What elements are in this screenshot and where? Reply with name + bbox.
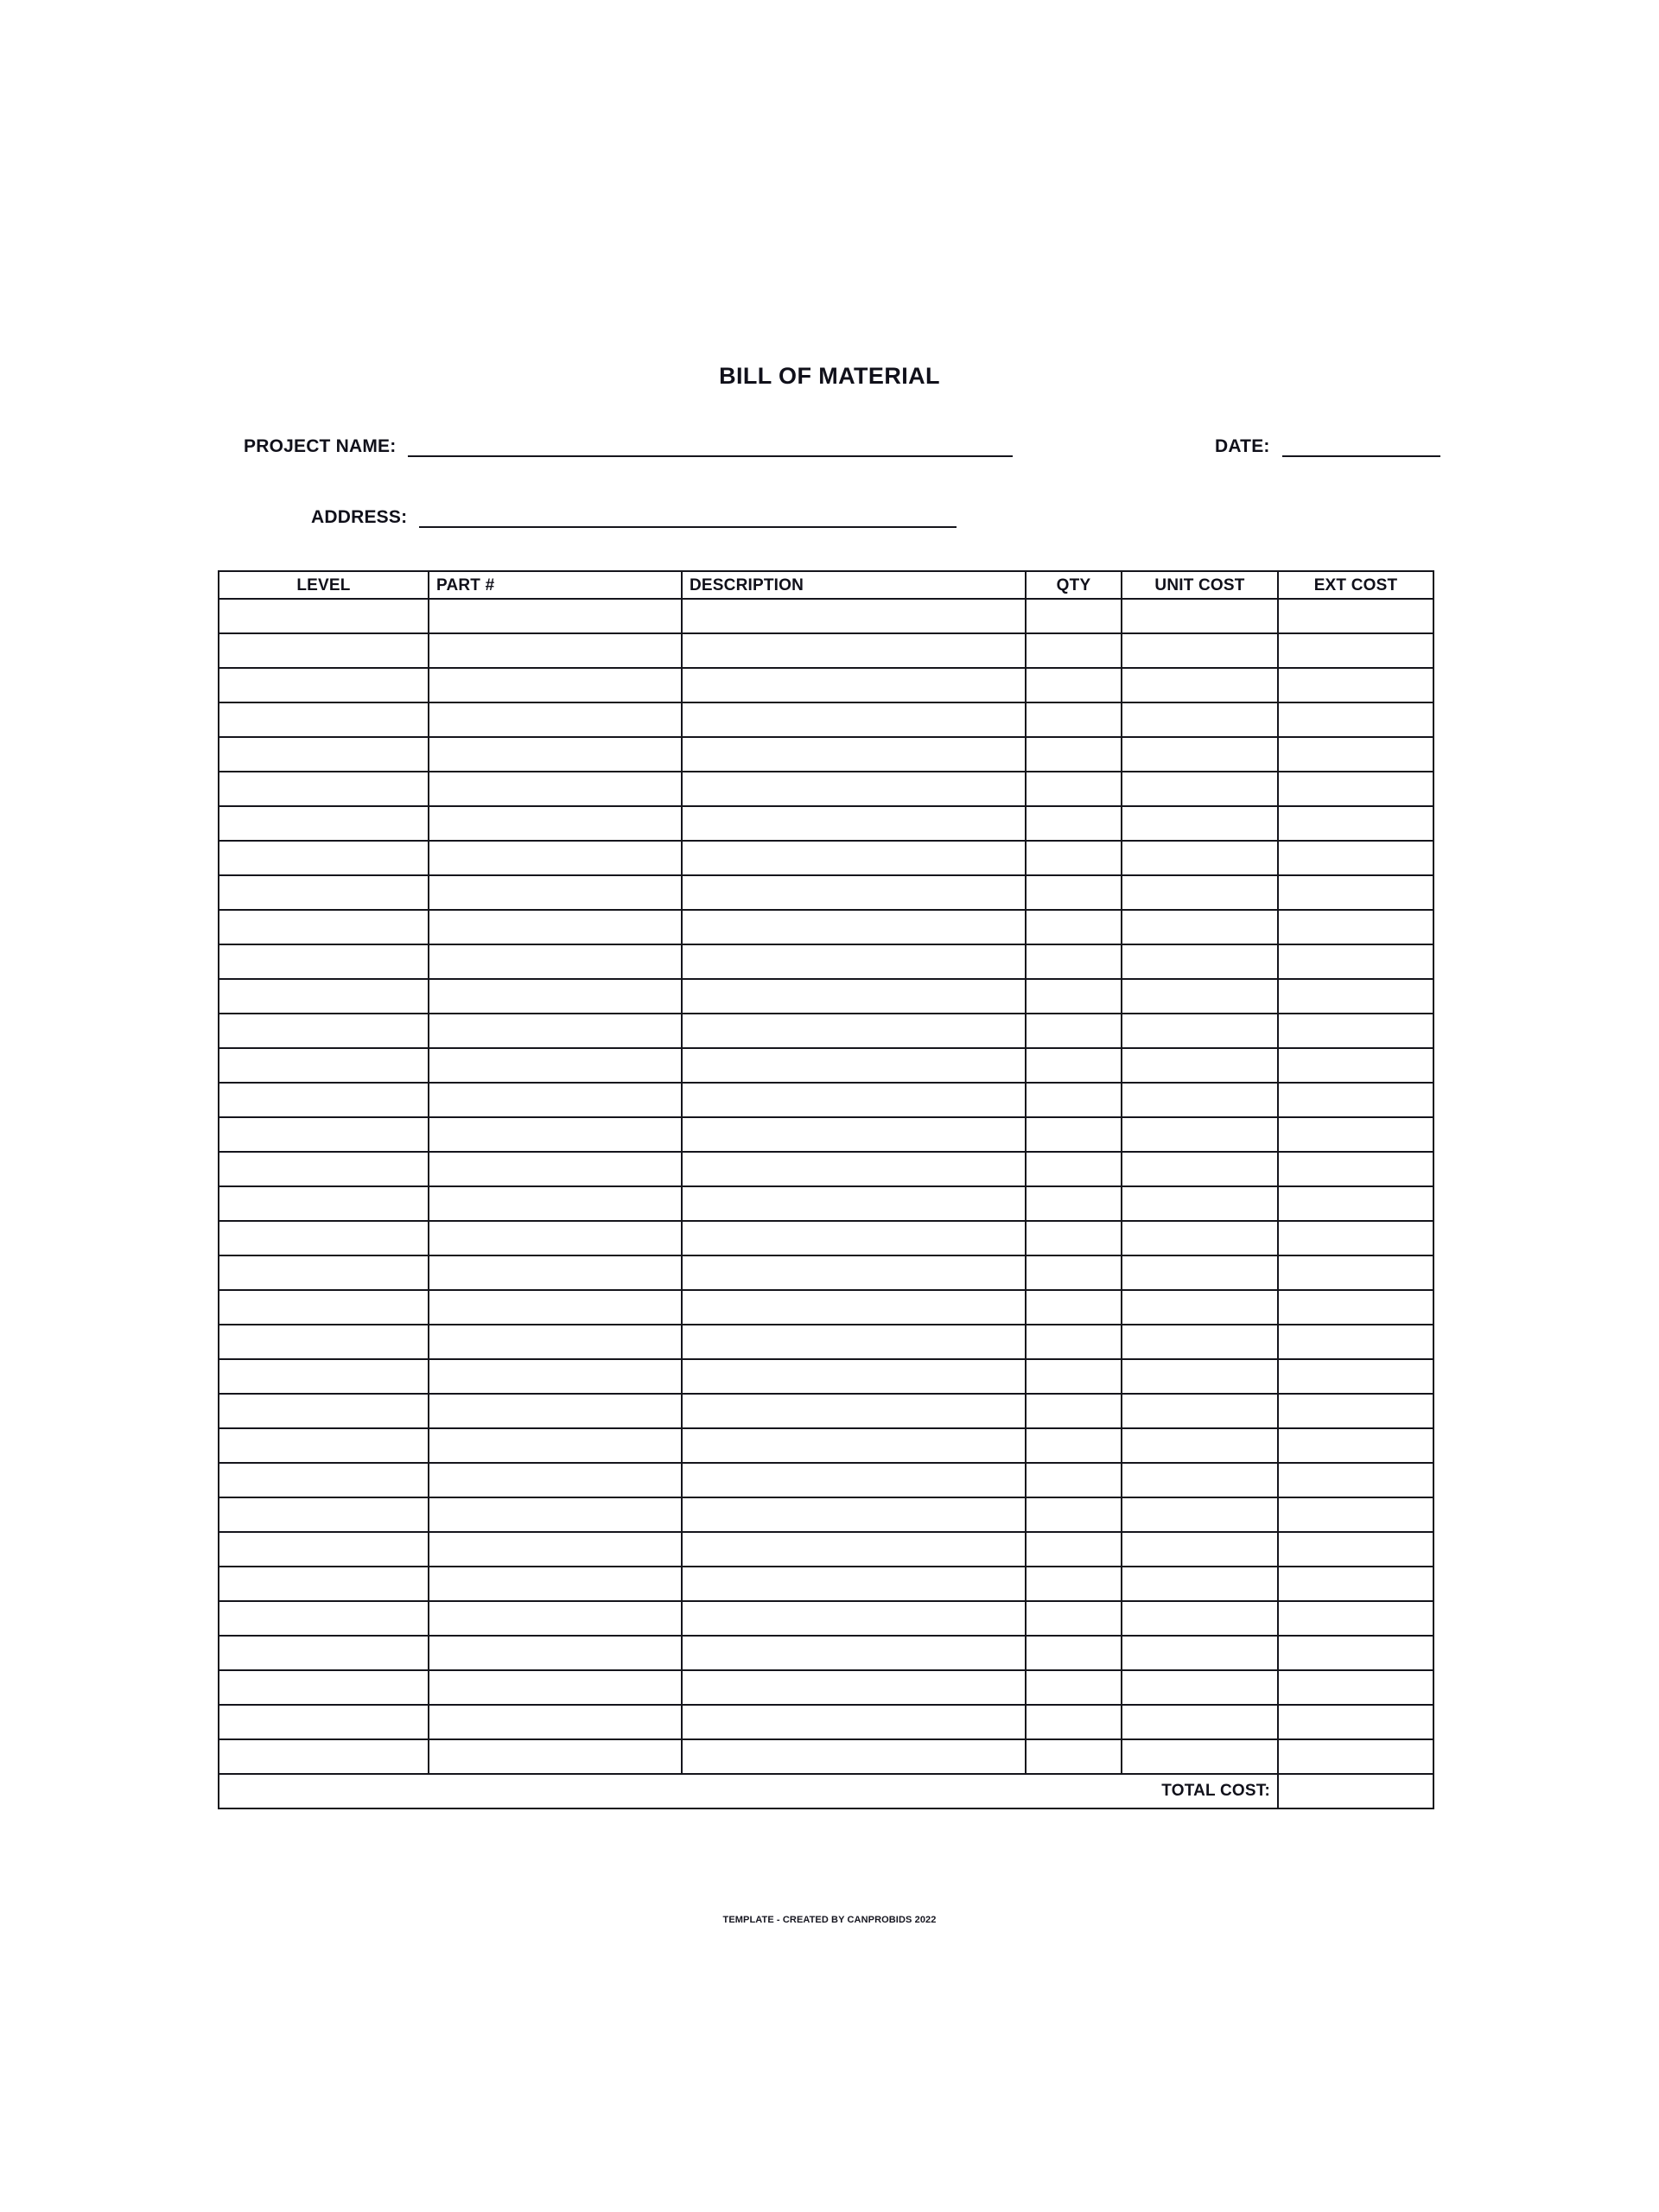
total-cost-row xyxy=(219,1774,1433,1808)
cell-unit-cost[interactable] xyxy=(1122,944,1278,979)
date-label: DATE: xyxy=(1215,436,1270,456)
address-label: ADDRESS: xyxy=(311,507,408,527)
cell-description[interactable] xyxy=(682,944,1026,979)
cell-description[interactable] xyxy=(682,875,1026,910)
cell-ext-cost[interactable] xyxy=(1278,1532,1433,1567)
cell-part-number[interactable] xyxy=(429,702,682,737)
cell-part-number[interactable] xyxy=(429,1221,682,1255)
table-row xyxy=(219,1255,1433,1290)
cell-qty[interactable] xyxy=(1026,1290,1122,1325)
table-row xyxy=(219,910,1433,944)
cell-level[interactable] xyxy=(219,1567,429,1601)
cell-ext-cost[interactable] xyxy=(1278,1705,1433,1739)
cell-ext-cost[interactable] xyxy=(1278,772,1433,806)
cell-ext-cost[interactable] xyxy=(1278,1567,1433,1601)
cell-part-number[interactable] xyxy=(429,1359,682,1394)
table-row xyxy=(219,1152,1433,1186)
cell-ext-cost[interactable] xyxy=(1278,1463,1433,1497)
cell-part-number[interactable] xyxy=(429,1117,682,1152)
project-name-input[interactable] xyxy=(408,454,1013,457)
cell-level[interactable] xyxy=(219,737,429,772)
column-header-ext-cost: EXT COST xyxy=(1278,571,1433,599)
cell-description[interactable] xyxy=(682,1567,1026,1601)
cell-qty[interactable] xyxy=(1026,772,1122,806)
cell-part-number[interactable] xyxy=(429,1325,682,1359)
cell-description[interactable] xyxy=(682,1497,1026,1532)
cell-part-number[interactable] xyxy=(429,1255,682,1290)
cell-unit-cost[interactable] xyxy=(1122,1117,1278,1152)
table-row xyxy=(219,979,1433,1014)
cell-part-number[interactable] xyxy=(429,1705,682,1739)
cell-ext-cost[interactable] xyxy=(1278,979,1433,1014)
cell-ext-cost[interactable] xyxy=(1278,944,1433,979)
cell-description[interactable] xyxy=(682,806,1026,841)
table-row xyxy=(219,1325,1433,1359)
cell-part-number[interactable] xyxy=(429,1014,682,1048)
table-row xyxy=(219,1601,1433,1636)
cell-level[interactable] xyxy=(219,1601,429,1636)
cell-unit-cost[interactable] xyxy=(1122,1048,1278,1083)
table-header-row xyxy=(219,571,1433,599)
cell-level[interactable] xyxy=(219,910,429,944)
table-row xyxy=(219,1394,1433,1428)
table-row xyxy=(219,1463,1433,1497)
address-input[interactable] xyxy=(419,525,957,528)
cell-level[interactable] xyxy=(219,599,429,633)
cell-unit-cost[interactable] xyxy=(1122,1532,1278,1567)
table-row xyxy=(219,702,1433,737)
cell-unit-cost[interactable] xyxy=(1122,702,1278,737)
column-header-part-number: PART # xyxy=(429,571,682,599)
cell-description[interactable] xyxy=(682,1670,1026,1705)
cell-ext-cost[interactable] xyxy=(1278,1428,1433,1463)
cell-qty[interactable] xyxy=(1026,1497,1122,1532)
date-field-row xyxy=(1215,437,1440,457)
cell-description[interactable] xyxy=(682,1048,1026,1083)
cell-qty[interactable] xyxy=(1026,841,1122,875)
cell-part-number[interactable] xyxy=(429,633,682,668)
cell-description[interactable] xyxy=(682,1290,1026,1325)
cell-qty[interactable] xyxy=(1026,979,1122,1014)
cell-part-number[interactable] xyxy=(429,737,682,772)
cell-unit-cost[interactable] xyxy=(1122,910,1278,944)
cell-part-number[interactable] xyxy=(429,875,682,910)
cell-description[interactable] xyxy=(682,1117,1026,1152)
cell-level[interactable] xyxy=(219,1636,429,1670)
cell-ext-cost[interactable] xyxy=(1278,1048,1433,1083)
cell-unit-cost[interactable] xyxy=(1122,737,1278,772)
cell-part-number[interactable] xyxy=(429,772,682,806)
cell-part-number[interactable] xyxy=(429,1428,682,1463)
cell-qty[interactable] xyxy=(1026,806,1122,841)
column-header-description: DESCRIPTION xyxy=(682,571,1026,599)
table-row xyxy=(219,1567,1433,1601)
cell-unit-cost[interactable] xyxy=(1122,599,1278,633)
cell-description[interactable] xyxy=(682,1601,1026,1636)
cell-level[interactable] xyxy=(219,1532,429,1567)
cell-description[interactable] xyxy=(682,1186,1026,1221)
cell-qty[interactable] xyxy=(1026,1083,1122,1117)
cell-ext-cost[interactable] xyxy=(1278,1152,1433,1186)
table-row xyxy=(219,875,1433,910)
cell-level[interactable] xyxy=(219,1497,429,1532)
cell-unit-cost[interactable] xyxy=(1122,1705,1278,1739)
cell-description[interactable] xyxy=(682,841,1026,875)
table-row xyxy=(219,1117,1433,1152)
cell-unit-cost[interactable] xyxy=(1122,1325,1278,1359)
cell-description[interactable] xyxy=(682,1428,1026,1463)
cell-qty[interactable] xyxy=(1026,599,1122,633)
cell-unit-cost[interactable] xyxy=(1122,1601,1278,1636)
column-header-qty: QTY xyxy=(1026,571,1122,599)
project-name-field-row xyxy=(244,437,1013,457)
cell-qty[interactable] xyxy=(1026,702,1122,737)
cell-ext-cost[interactable] xyxy=(1278,1186,1433,1221)
cell-level[interactable] xyxy=(219,841,429,875)
table-row xyxy=(219,1048,1433,1083)
cell-unit-cost[interactable] xyxy=(1122,1221,1278,1255)
cell-description[interactable] xyxy=(682,1325,1026,1359)
cell-ext-cost[interactable] xyxy=(1278,1083,1433,1117)
cell-qty[interactable] xyxy=(1026,1739,1122,1774)
cell-qty[interactable] xyxy=(1026,1014,1122,1048)
cell-ext-cost[interactable] xyxy=(1278,910,1433,944)
cell-qty[interactable] xyxy=(1026,633,1122,668)
cell-ext-cost[interactable] xyxy=(1278,1739,1433,1774)
cell-unit-cost[interactable] xyxy=(1122,1014,1278,1048)
cell-unit-cost[interactable] xyxy=(1122,875,1278,910)
cell-level[interactable] xyxy=(219,1394,429,1428)
cell-unit-cost[interactable] xyxy=(1122,1636,1278,1670)
cell-unit-cost[interactable] xyxy=(1122,1359,1278,1394)
cell-description[interactable] xyxy=(682,1532,1026,1567)
table-row xyxy=(219,841,1433,875)
bill-of-material-table xyxy=(218,570,1434,1809)
cell-qty[interactable] xyxy=(1026,1567,1122,1601)
table-row xyxy=(219,1705,1433,1739)
cell-level[interactable] xyxy=(219,772,429,806)
cell-part-number[interactable] xyxy=(429,1083,682,1117)
cell-part-number[interactable] xyxy=(429,944,682,979)
cell-qty[interactable] xyxy=(1026,944,1122,979)
cell-level[interactable] xyxy=(219,1221,429,1255)
cell-qty[interactable] xyxy=(1026,1670,1122,1705)
cell-ext-cost[interactable] xyxy=(1278,1601,1433,1636)
table-row xyxy=(219,1428,1433,1463)
cell-ext-cost[interactable] xyxy=(1278,806,1433,841)
cell-unit-cost[interactable] xyxy=(1122,841,1278,875)
cell-unit-cost[interactable] xyxy=(1122,1428,1278,1463)
cell-ext-cost[interactable] xyxy=(1278,702,1433,737)
cell-level[interactable] xyxy=(219,1463,429,1497)
cell-part-number[interactable] xyxy=(429,1152,682,1186)
cell-part-number[interactable] xyxy=(429,1290,682,1325)
cell-qty[interactable] xyxy=(1026,1255,1122,1290)
cell-ext-cost[interactable] xyxy=(1278,1670,1433,1705)
cell-description[interactable] xyxy=(682,1083,1026,1117)
cell-unit-cost[interactable] xyxy=(1122,1255,1278,1290)
cell-unit-cost[interactable] xyxy=(1122,1670,1278,1705)
total-cost-label: TOTAL COST: xyxy=(219,1774,1278,1808)
cell-unit-cost[interactable] xyxy=(1122,668,1278,702)
cell-level[interactable] xyxy=(219,1359,429,1394)
cell-level[interactable] xyxy=(219,1705,429,1739)
cell-description[interactable] xyxy=(682,1463,1026,1497)
cell-description[interactable] xyxy=(682,737,1026,772)
cell-unit-cost[interactable] xyxy=(1122,806,1278,841)
table-row xyxy=(219,1359,1433,1394)
cell-part-number[interactable] xyxy=(429,841,682,875)
total-cost-input[interactable] xyxy=(1278,1774,1433,1808)
table-row xyxy=(219,1221,1433,1255)
cell-part-number[interactable] xyxy=(429,668,682,702)
table-row xyxy=(219,772,1433,806)
table-row xyxy=(219,599,1433,633)
cell-description[interactable] xyxy=(682,1255,1026,1290)
cell-part-number[interactable] xyxy=(429,979,682,1014)
table-header xyxy=(219,571,1433,599)
table-footer xyxy=(219,1774,1433,1808)
footer-credit: TEMPLATE - CREATED BY CANPROBIDS 2022 xyxy=(722,1915,937,1925)
cell-description[interactable] xyxy=(682,979,1026,1014)
cell-level[interactable] xyxy=(219,1325,429,1359)
cell-ext-cost[interactable] xyxy=(1278,1117,1433,1152)
cell-ext-cost[interactable] xyxy=(1278,1359,1433,1394)
cell-part-number[interactable] xyxy=(429,806,682,841)
cell-part-number[interactable] xyxy=(429,1048,682,1083)
cell-qty[interactable] xyxy=(1026,1359,1122,1394)
table-row xyxy=(219,633,1433,668)
cell-description[interactable] xyxy=(682,910,1026,944)
table-row xyxy=(219,737,1433,772)
cell-qty[interactable] xyxy=(1026,668,1122,702)
cell-part-number[interactable] xyxy=(429,1497,682,1532)
cell-unit-cost[interactable] xyxy=(1122,1152,1278,1186)
cell-ext-cost[interactable] xyxy=(1278,633,1433,668)
table-row xyxy=(219,1014,1433,1048)
cell-description[interactable] xyxy=(682,633,1026,668)
cell-part-number[interactable] xyxy=(429,1394,682,1428)
cell-level[interactable] xyxy=(219,1014,429,1048)
cell-qty[interactable] xyxy=(1026,1463,1122,1497)
cell-level[interactable] xyxy=(219,979,429,1014)
cell-ext-cost[interactable] xyxy=(1278,1325,1433,1359)
cell-part-number[interactable] xyxy=(429,599,682,633)
cell-qty[interactable] xyxy=(1026,1705,1122,1739)
column-header-level: LEVEL xyxy=(219,571,429,599)
cell-description[interactable] xyxy=(682,1636,1026,1670)
cell-qty[interactable] xyxy=(1026,1636,1122,1670)
cell-level[interactable] xyxy=(219,1255,429,1290)
cell-qty[interactable] xyxy=(1026,910,1122,944)
page-title: BILL OF MATERIAL xyxy=(719,363,940,389)
column-header-unit-cost: UNIT COST xyxy=(1122,571,1278,599)
cell-description[interactable] xyxy=(682,599,1026,633)
cell-ext-cost[interactable] xyxy=(1278,875,1433,910)
cell-description[interactable] xyxy=(682,702,1026,737)
cell-unit-cost[interactable] xyxy=(1122,1739,1278,1774)
table-row xyxy=(219,1739,1433,1774)
cell-unit-cost[interactable] xyxy=(1122,1083,1278,1117)
project-name-label: PROJECT NAME: xyxy=(244,436,397,456)
cell-ext-cost[interactable] xyxy=(1278,668,1433,702)
cell-description[interactable] xyxy=(682,1394,1026,1428)
cell-unit-cost[interactable] xyxy=(1122,1290,1278,1325)
cell-level[interactable] xyxy=(219,1152,429,1186)
cell-unit-cost[interactable] xyxy=(1122,1497,1278,1532)
cell-ext-cost[interactable] xyxy=(1278,1394,1433,1428)
cell-ext-cost[interactable] xyxy=(1278,1255,1433,1290)
table-body xyxy=(219,599,1433,1774)
cell-qty[interactable] xyxy=(1026,1048,1122,1083)
cell-ext-cost[interactable] xyxy=(1278,737,1433,772)
table-row xyxy=(219,806,1433,841)
cell-level[interactable] xyxy=(219,1048,429,1083)
cell-ext-cost[interactable] xyxy=(1278,1636,1433,1670)
cell-ext-cost[interactable] xyxy=(1278,1497,1433,1532)
cell-level[interactable] xyxy=(219,633,429,668)
table-row xyxy=(219,1670,1433,1705)
cell-description[interactable] xyxy=(682,1359,1026,1394)
cell-ext-cost[interactable] xyxy=(1278,841,1433,875)
table-row xyxy=(219,1636,1433,1670)
cell-qty[interactable] xyxy=(1026,1428,1122,1463)
cell-qty[interactable] xyxy=(1026,1117,1122,1152)
cell-part-number[interactable] xyxy=(429,910,682,944)
table-row xyxy=(219,944,1433,979)
table-row xyxy=(219,1290,1433,1325)
cell-level[interactable] xyxy=(219,702,429,737)
cell-unit-cost[interactable] xyxy=(1122,1463,1278,1497)
cell-qty[interactable] xyxy=(1026,1152,1122,1186)
cell-qty[interactable] xyxy=(1026,1394,1122,1428)
cell-qty[interactable] xyxy=(1026,875,1122,910)
table-row xyxy=(219,1532,1433,1567)
cell-level[interactable] xyxy=(219,875,429,910)
cell-ext-cost[interactable] xyxy=(1278,1221,1433,1255)
cell-unit-cost[interactable] xyxy=(1122,979,1278,1014)
table-row xyxy=(219,1497,1433,1532)
cell-level[interactable] xyxy=(219,1186,429,1221)
cell-description[interactable] xyxy=(682,1739,1026,1774)
cell-qty[interactable] xyxy=(1026,1221,1122,1255)
cell-qty[interactable] xyxy=(1026,1532,1122,1567)
cell-unit-cost[interactable] xyxy=(1122,1394,1278,1428)
cell-qty[interactable] xyxy=(1026,1601,1122,1636)
cell-ext-cost[interactable] xyxy=(1278,1290,1433,1325)
cell-unit-cost[interactable] xyxy=(1122,772,1278,806)
cell-level[interactable] xyxy=(219,1290,429,1325)
cell-unit-cost[interactable] xyxy=(1122,1567,1278,1601)
cell-part-number[interactable] xyxy=(429,1636,682,1670)
cell-ext-cost[interactable] xyxy=(1278,599,1433,633)
date-input[interactable] xyxy=(1282,454,1440,457)
cell-level[interactable] xyxy=(219,944,429,979)
cell-part-number[interactable] xyxy=(429,1463,682,1497)
table-row xyxy=(219,668,1433,702)
cell-level[interactable] xyxy=(219,1670,429,1705)
cell-description[interactable] xyxy=(682,1014,1026,1048)
cell-description[interactable] xyxy=(682,668,1026,702)
cell-qty[interactable] xyxy=(1026,1186,1122,1221)
cell-description[interactable] xyxy=(682,1152,1026,1186)
cell-level[interactable] xyxy=(219,1739,429,1774)
cell-ext-cost[interactable] xyxy=(1278,1014,1433,1048)
cell-description[interactable] xyxy=(682,1221,1026,1255)
address-field-row xyxy=(311,508,957,528)
cell-description[interactable] xyxy=(682,772,1026,806)
cell-level[interactable] xyxy=(219,668,429,702)
cell-unit-cost[interactable] xyxy=(1122,633,1278,668)
table-row xyxy=(219,1083,1433,1117)
cell-part-number[interactable] xyxy=(429,1739,682,1774)
cell-level[interactable] xyxy=(219,1428,429,1463)
cell-unit-cost[interactable] xyxy=(1122,1186,1278,1221)
cell-qty[interactable] xyxy=(1026,737,1122,772)
cell-part-number[interactable] xyxy=(429,1186,682,1221)
cell-part-number[interactable] xyxy=(429,1670,682,1705)
cell-description[interactable] xyxy=(682,1705,1026,1739)
cell-part-number[interactable] xyxy=(429,1532,682,1567)
cell-part-number[interactable] xyxy=(429,1601,682,1636)
cell-level[interactable] xyxy=(219,1117,429,1152)
table-row xyxy=(219,1186,1433,1221)
cell-level[interactable] xyxy=(219,806,429,841)
cell-level[interactable] xyxy=(219,1083,429,1117)
cell-part-number[interactable] xyxy=(429,1567,682,1601)
cell-qty[interactable] xyxy=(1026,1325,1122,1359)
